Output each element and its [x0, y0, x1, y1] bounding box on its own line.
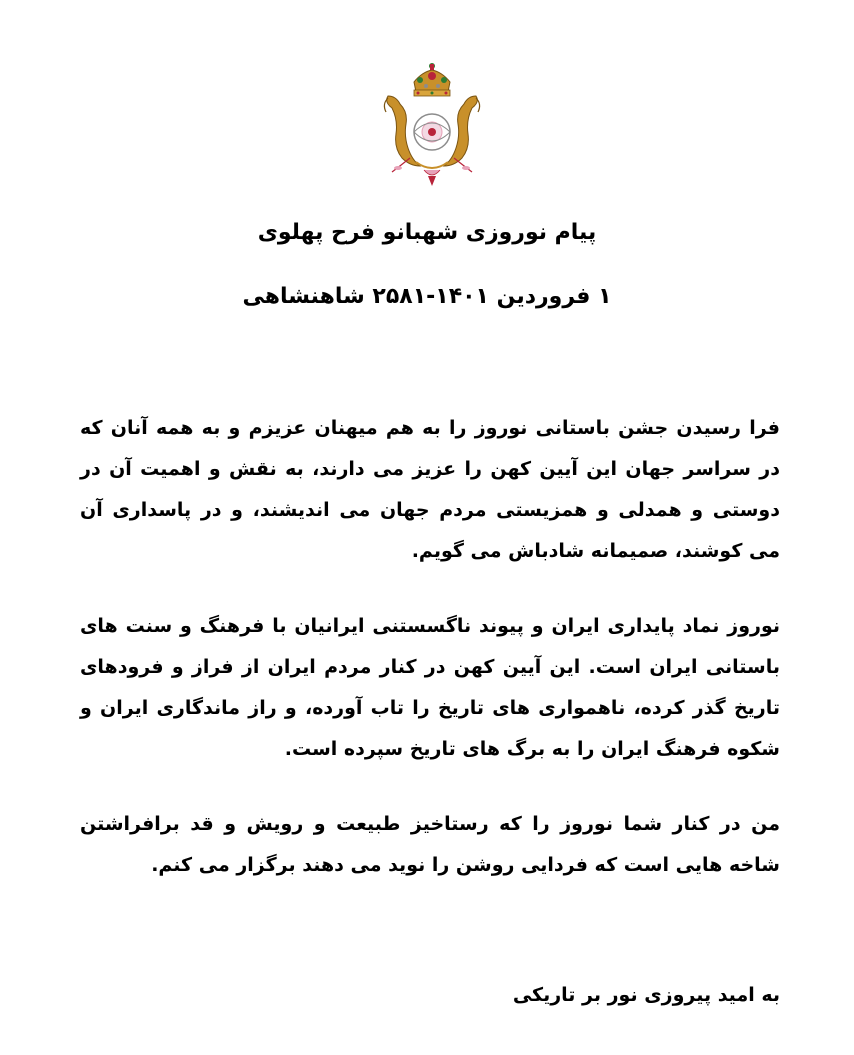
- letter-body: [80, 408, 780, 1006]
- paragraph-1: فرا رسیدن جشن باستانی نوروز را به هم میهنان عزیزم و به همه آنان که در سراسر جهان این آیین کهن را عزیز می دارند، به نقش و اهمیت آن در دوستی و همدلی و همزیستی مردم جهان می اندیشند، و در پاسداری آن می کوشند، صمیمانه شادباش می گویم.: [80, 417, 780, 562]
- page-title: پیام نوروزی شهبانو فرح پهلوی: [257, 220, 597, 245]
- date-line: ۱ فروردین ۱۴۰۱-۲۵۸۱ شاهنشاهی: [242, 284, 612, 309]
- closing-line: به امید پیروزی نور بر تاریکی: [512, 984, 780, 1006]
- paragraph-3: من در کنار شما نوروز را که رستاخیز طبیعت و رویش و قد برافراشتن شاخه هایی است که فردایی روشن را نوید می دهند برگزار می کنم.: [80, 813, 780, 876]
- crown-icon: [414, 63, 450, 96]
- center-sun-icon: [414, 114, 450, 150]
- laurel-icon: [392, 158, 472, 186]
- paragraph-2: نوروز نماد پایداری ایران و پیوند ناگسستنی ایرانیان با فرهنگ و سنت های باستانی ایران است. این آیین کهن در کنار مردم ایران از فراز و فرودهای تاریخ گذر کرده، ناهمواری های تاریخ را تاب آورده، و راز ماندگاری ایران و شکوه فرهنگ ایران را به برگ های تاریخ سپرده است.: [80, 615, 780, 760]
- pahlavi-crown-emblem-icon: [374, 62, 490, 188]
